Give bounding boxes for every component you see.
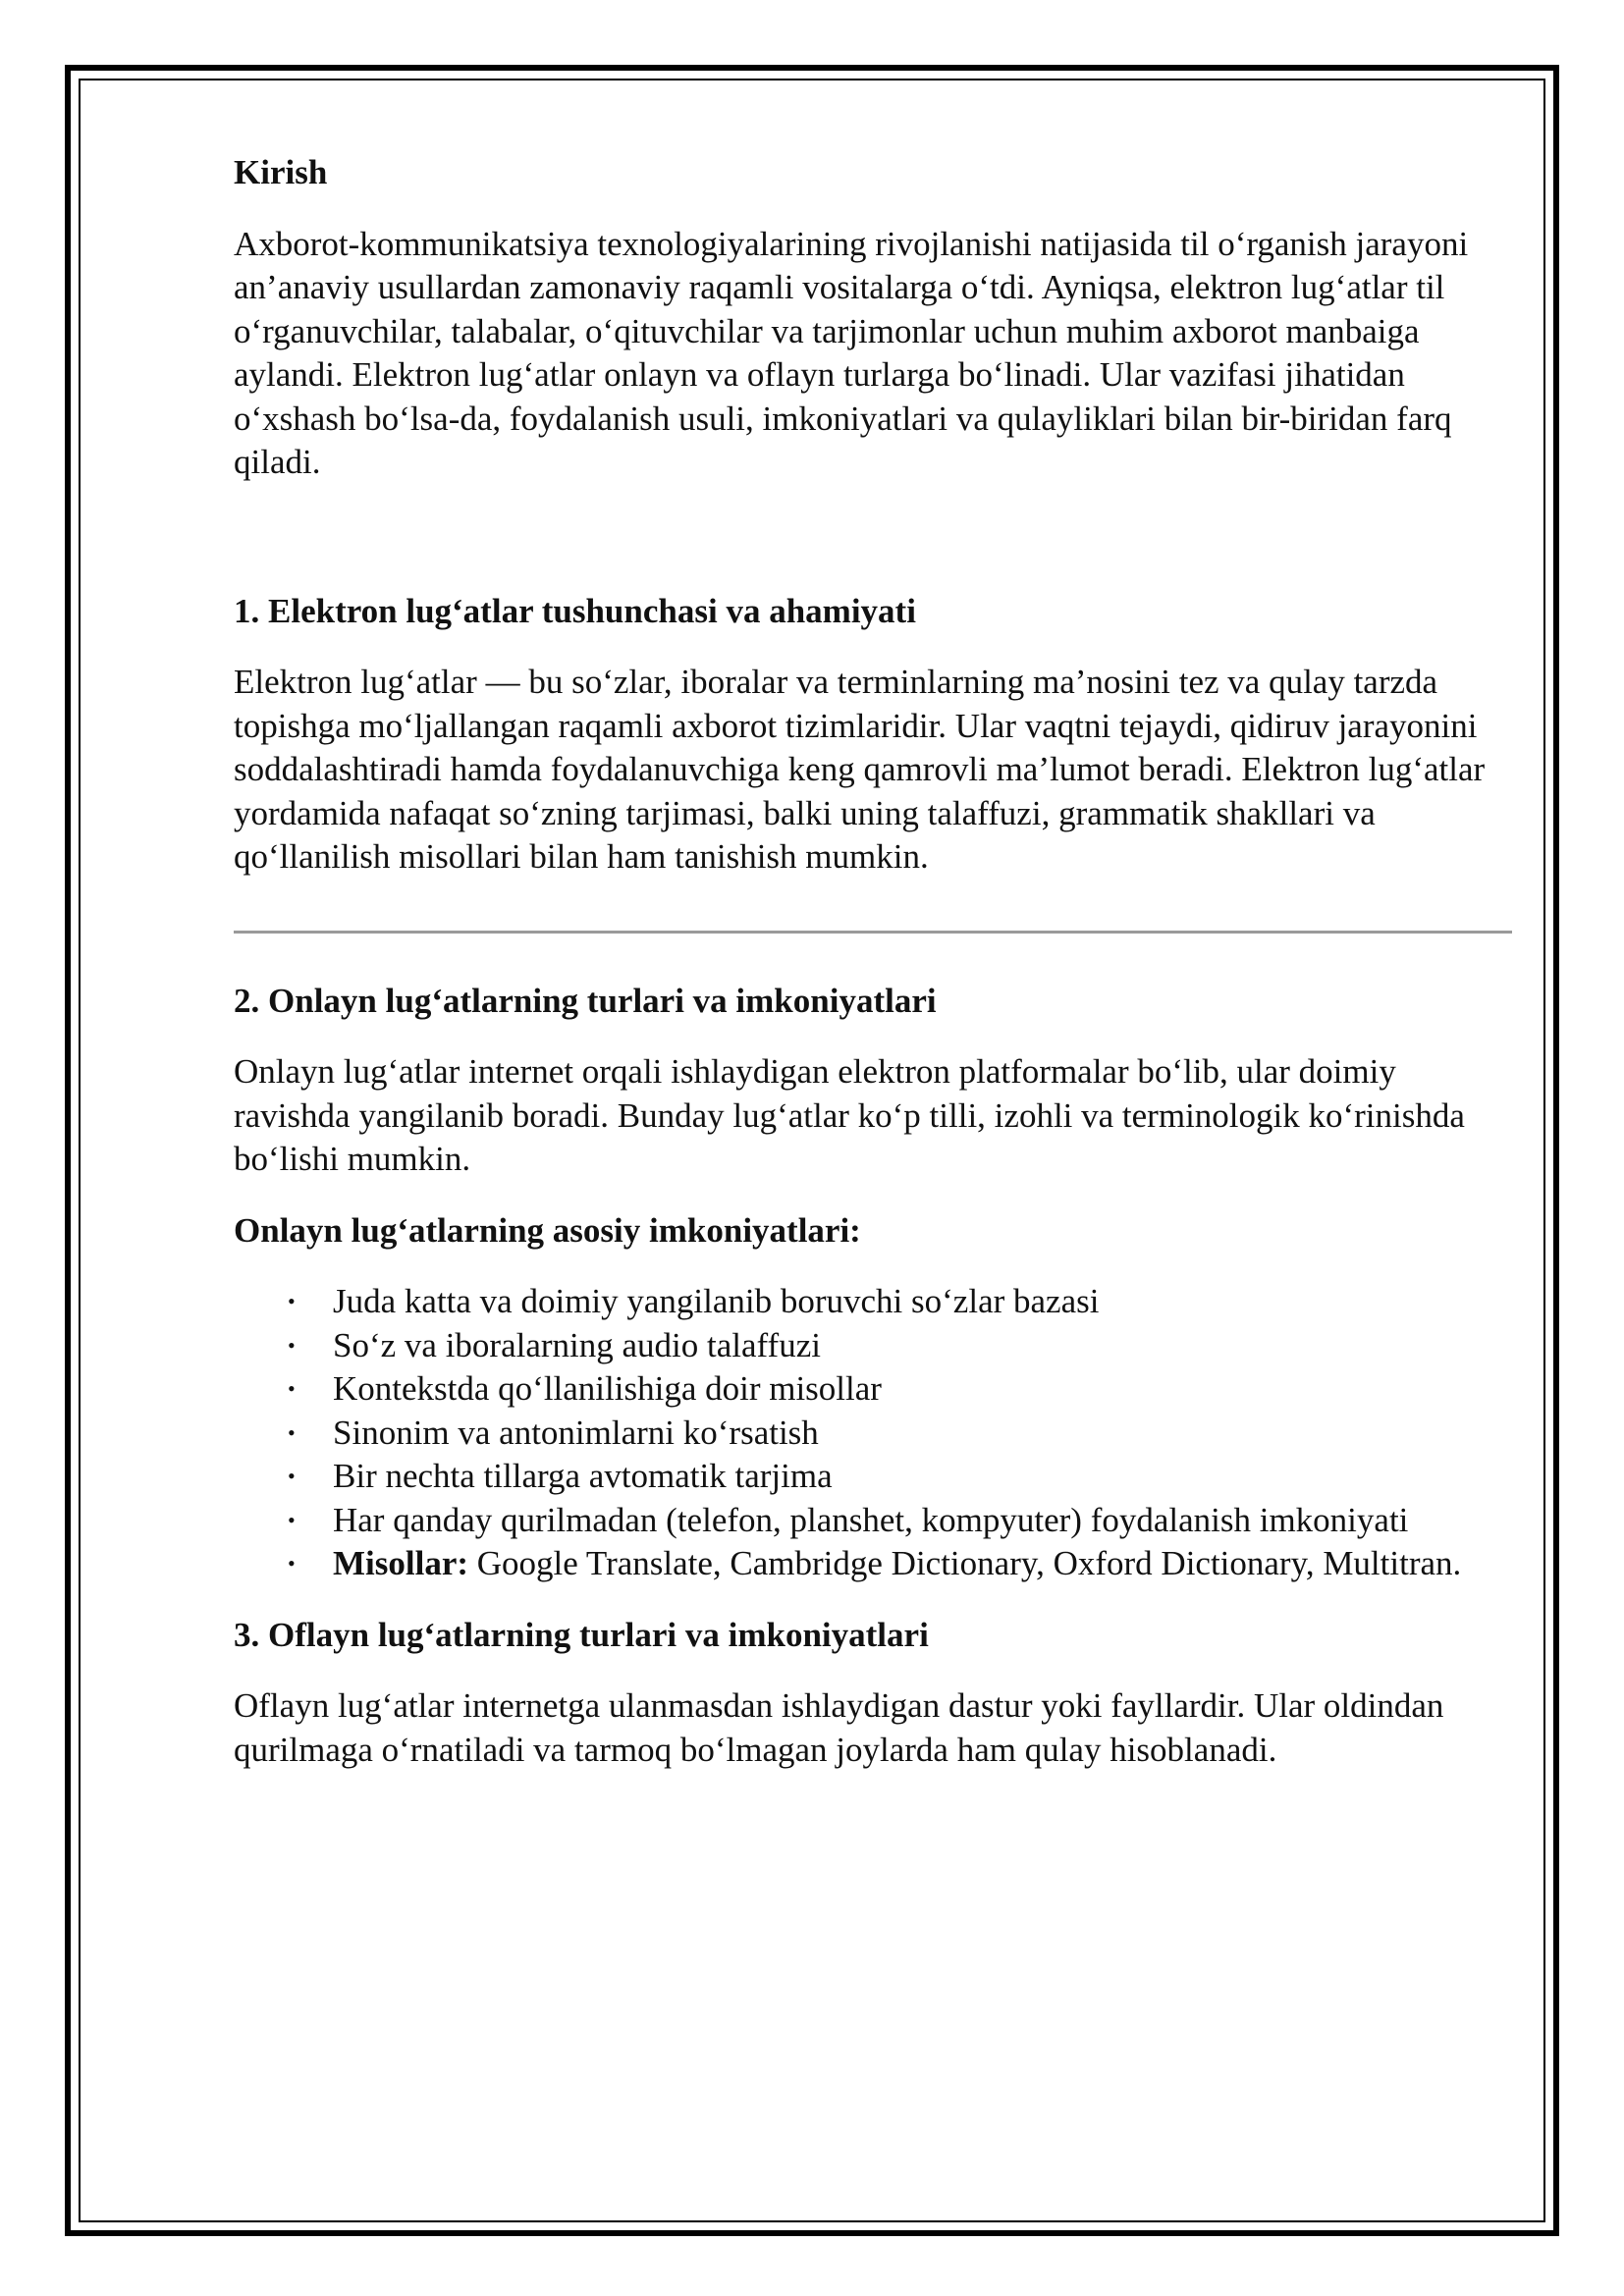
section2-paragraph: Onlayn lug‘atlar internet orqali ishlaydigan elektron platformalar bo‘lib, ular doimiy ravishda yangilanib boradi. Bunday lug‘atlar ko‘p tilli, izohli va terminologik ko‘rinishda bo‘lishi mumkin. — [234, 1052, 1465, 1178]
section3-heading: 3. Oflayn lug‘atlarning turlari va imkoniyatlari — [234, 1615, 929, 1654]
list-item-examples — [234, 1542, 1510, 1586]
list-item: • So‘z va iboralarning audio talaffuzi — [234, 1324, 1510, 1368]
intro-heading: Kirish — [234, 153, 328, 191]
features-subheading: Onlayn lug‘atlarning asosiy imkoniyatlari: — [234, 1210, 861, 1250]
bullet-icon: • — [288, 1464, 296, 1488]
bullet-icon: • — [288, 1376, 296, 1401]
section1-heading: 1. Elektron lug‘atlar tushunchasi va ahamiyati — [234, 591, 916, 630]
examples-label: Misollar: — [333, 1544, 469, 1582]
list-item: • Kontekstda qo‘llanilishiga doir misollar — [234, 1367, 1510, 1412]
intro-paragraph: Axborot-kommunikatsiya texnologiyalarining rivojlanishi natijasida til o‘rganish jarayoni an’anaviy usullardan zamonaviy raqamli vositalarga o‘tdi. Ayniqsa, elektron lug‘atlar til o‘rganuvchilar, talabalar, o‘qituvchilar va tarjimonlar uchun muhim axborot manbaiga aylandi. Elektron lug‘atlar onlayn va oflayn turlarga bo‘linadi. Ular vazifasi jihatidan o‘xshash bo‘lsa-da, foydalanish usuli, imkoniyatlari va qulayliklari bilan bir-biridan farq qiladi. — [234, 224, 1469, 481]
bullet-icon: • — [288, 1289, 296, 1313]
examples-text: Google Translate, Cambridge Dictionary, Oxford Dictionary, Multitran. — [468, 1544, 1462, 1582]
bullet-icon: • — [288, 1551, 296, 1575]
horizontal-divider — [234, 931, 1512, 934]
list-item: • Juda katta va doimiy yangilanib boruvchi so‘zlar bazasi — [234, 1280, 1510, 1324]
section1-paragraph: Elektron lug‘atlar — bu so‘zlar, iboralar va terminlarning ma’nosini tez va qulay tarzda topishga mo‘ljallangan raqamli axborot tizimlaridir. Ular vaqtni tejaydi, qidiruv jarayonini soddalashtiradi hamda foydalanuvchiga keng qamrovli ma’lumot beradi. Elektron lug‘atlar yordamida nafaqat so‘zning tarjimasi, balki uning talaffuzi, grammatik shakllari va qo‘llanilish misollari bilan ham tanishish mumkin. — [234, 663, 1486, 876]
document-body — [234, 151, 1510, 1772]
features-list — [234, 1280, 1510, 1586]
bullet-icon: • — [288, 1419, 296, 1445]
list-item: • Sinonim va antonimlarni ko‘rsatish — [234, 1412, 1510, 1456]
bullet-icon: • — [288, 1332, 296, 1358]
section3-paragraph: Oflayn lug‘atlar internetga ulanmasdan ishlaydigan dastur yoki fayllardir. Ular oldindan qurilmaga o‘rnatiladi va tarmoq bo‘lmagan joylarda ham qulay hisoblanadi. — [234, 1686, 1444, 1769]
list-item: • Har qanday qurilmadan (telefon, planshet, kompyuter) foydalanish imkoniyati — [234, 1499, 1510, 1543]
section2-heading: 2. Onlayn lug‘atlarning turlari va imkoniyatlari — [234, 981, 937, 1020]
bullet-icon: • — [288, 1507, 296, 1532]
list-item: • Bir nechta tillarga avtomatik tarjima — [234, 1455, 1510, 1499]
